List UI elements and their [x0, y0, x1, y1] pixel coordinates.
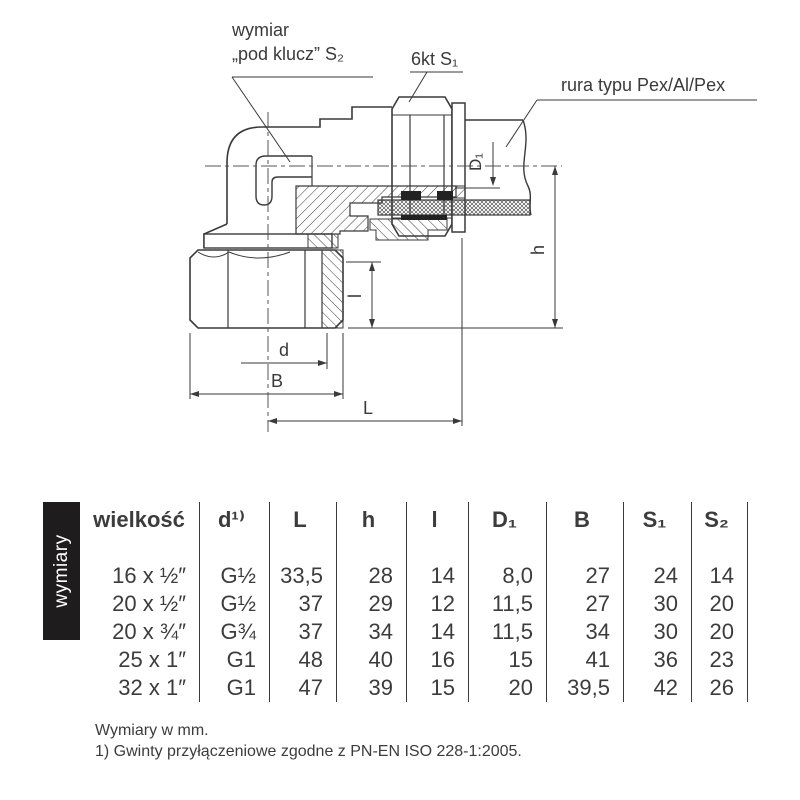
dim-label-L: L: [362, 398, 374, 418]
col-header-D1: D₁: [469, 502, 547, 562]
col-header-h: h: [337, 502, 407, 562]
table-cell: 14: [692, 562, 748, 590]
table-cell: G¾: [200, 618, 270, 646]
col-header-S1: S₁: [624, 502, 692, 562]
table-cell: G½: [200, 590, 270, 618]
col-header-wielkosc: wielkość: [85, 502, 200, 562]
table-cell: 41: [547, 646, 624, 674]
dim-B: [190, 333, 343, 399]
table-cell: 20 x ½″: [85, 590, 200, 618]
table-cell: G½: [200, 562, 270, 590]
table-cell: 16: [407, 646, 469, 674]
table-row: [85, 562, 748, 590]
col-header-L: L: [270, 502, 337, 562]
table-cell: 11,5: [469, 618, 547, 646]
sleeve-section-hatch: [370, 219, 447, 240]
table-cell: 30: [624, 618, 692, 646]
table-cell: 27: [547, 590, 624, 618]
table-cell: G1: [200, 646, 270, 674]
footnotes: [95, 720, 522, 762]
col-header-l: l: [407, 502, 469, 562]
cap-nut-section-hatch: [322, 250, 343, 328]
table-cell: 27: [547, 562, 624, 590]
table-cell: 30: [624, 590, 692, 618]
dim-label-l: l: [345, 294, 365, 298]
table-cell: 37: [270, 618, 337, 646]
table-row: [85, 646, 748, 674]
table-cell: 20: [692, 618, 748, 646]
table-cell: 34: [547, 618, 624, 646]
col-header-B: B: [547, 502, 624, 562]
table-cell: 33,5: [270, 562, 337, 590]
table-cell: 14: [407, 618, 469, 646]
table-body: [85, 562, 748, 702]
table-cell: 34: [337, 618, 407, 646]
table-cell: 20: [692, 590, 748, 618]
table-side-label: wymiary: [43, 502, 80, 640]
table-cell: 40: [337, 646, 407, 674]
label-pipe-type: rura typu Pex/Al/Pex: [561, 75, 726, 95]
table-cell: 8,0: [469, 562, 547, 590]
table-cell: G1: [200, 674, 270, 702]
cap-nut: [190, 250, 343, 328]
table-cell: 12: [407, 590, 469, 618]
dim-label-d: d: [278, 340, 290, 360]
table-cell: 20 x ¾″: [85, 618, 200, 646]
table-row: [85, 618, 748, 646]
table-cell: 47: [270, 674, 337, 702]
table-cell: 39,5: [547, 674, 624, 702]
dim-label-D1: D₁: [466, 152, 485, 172]
table-cell: 28: [337, 562, 407, 590]
table-cell: 23: [692, 646, 748, 674]
footnote-thread-standard: 1) Gwinty przyłączeniowe zgodne z PN-EN ISO 228-1:2005.: [95, 743, 522, 760]
table-cell: 24: [624, 562, 692, 590]
table-cell: 25 x 1″: [85, 646, 200, 674]
table-cell: 32 x 1″: [85, 674, 200, 702]
table-cell: 39: [337, 674, 407, 702]
col-header-S2: S₂: [692, 502, 748, 562]
table-cell: 36: [624, 646, 692, 674]
table-cell: 15: [407, 674, 469, 702]
dimensions-table: [85, 502, 748, 702]
label-wrench-size-line1: wymiar: [232, 20, 289, 40]
col-header-d: d¹⁾: [200, 502, 270, 562]
elbow-fitting: [190, 97, 531, 328]
table-cell: 11,5: [469, 590, 547, 618]
table-header-row: [85, 502, 748, 562]
table-cell: 20: [469, 674, 547, 702]
table-cell: 37: [270, 590, 337, 618]
dim-label-B: B: [270, 371, 284, 391]
table-cell: 42: [624, 674, 692, 702]
label-wrench-size-line2: „pod klucz” S₂: [232, 44, 345, 64]
table-cell: 15: [469, 646, 547, 674]
table-cell: 16 x ½″: [85, 562, 200, 590]
table-cell: 14: [407, 562, 469, 590]
table-row: [85, 674, 748, 702]
footnote-units: Wymiary w mm.: [95, 722, 209, 739]
table-row: [85, 590, 748, 618]
dim-label-h: h: [528, 244, 548, 256]
table-cell: 48: [270, 646, 337, 674]
table-cell: 29: [337, 590, 407, 618]
label-hex-nut: 6kt S₁: [411, 49, 459, 69]
table-cell: 26: [692, 674, 748, 702]
pipe-wall-section: [378, 200, 530, 215]
